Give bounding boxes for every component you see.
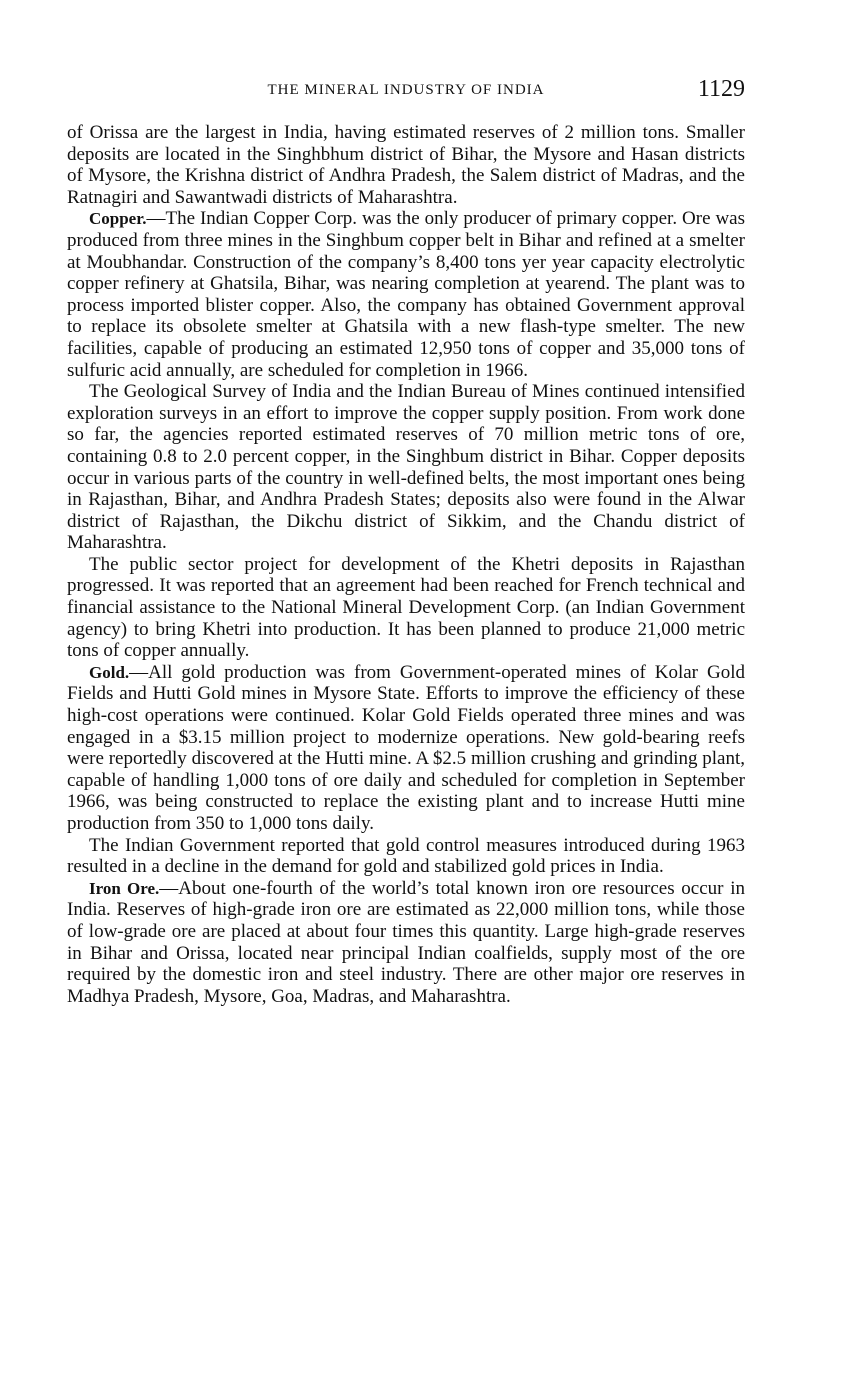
paragraph-text: The public sector project for development of the Khetri deposits in Rajasthan progressed. It was reported that an agreement had been reached for French technical and financial assistance to the National Mineral Development Corp. (an Indian Government agency) to bring Khetri into production. It has been planned to produce 21,000 metric tons of copper annually. (67, 553, 745, 662)
paragraph-gold (67, 662, 745, 835)
paragraph-text: —The Indian Copper Corp. was the only producer of primary copper. Ore was produced from three mines in the Singhbum copper belt in Bihar and refined at a smelter at Moubhandar. Construction of the company’s 8,400 tons yer year capacity electrolytic copper refinery at Ghatsila, Bihar, was nearing completion at yearend. The plant was to process imported blister copper. Also, the company has obtained Government approval to replace its obsolete smelter at Ghatsila with a new flash-type smelter. The new facilities, capable of producing an estimated 12,950 tons of copper and 35,000 tons of sulfuric acid annually, are scheduled for completion in 1966. (67, 208, 745, 381)
paragraph-copper-surveys (67, 381, 745, 554)
paragraph-gold-control (67, 835, 745, 878)
paragraph-text: —All gold production was from Government-operated mines of Kolar Gold Fields and Hutti Gold mines in Mysore State. Efforts to improve the efficiency of these high-cost operations were continued. Kolar Gold Fields operated three mines and was engaged in a $3.15 million project to modernize operations. New gold-bearing reefs were reportedly discovered at the Hutti mine. A $2.5 million crushing and grinding plant, capable of handling 1,000 tons of ore daily and scheduled for completion in September 1966, was being constructed to replace the existing plant and to increase Hutti mine production from 350 to 1,000 tons daily. (67, 661, 745, 834)
paragraph-iron-ore (67, 878, 745, 1008)
paragraph-copper (67, 208, 745, 381)
paragraph-text: of Orissa are the largest in India, having estimated reserves of 2 million tons. Smaller deposits are located in the Singhbhum district of Bihar, the Mysore and Hasan districts of Mysore, the Krishna district of Andhra Pradesh, the Salem district of Madras, and the Ratnagiri and Sawantwadi districts of Maharashtra. (67, 122, 745, 208)
section-heading-gold: Gold. (89, 662, 130, 682)
running-head: THE MINERAL INDUSTRY OF INDIA (267, 82, 545, 98)
paragraph-orissa-continuation (67, 122, 745, 208)
page-header (67, 76, 745, 104)
paragraph-text: The Indian Government reported that gold control measures introduced during 1963 resulted in a decline in the demand for gold and stabilized gold prices in India. (67, 834, 745, 878)
section-heading-iron-ore: Iron Ore. (89, 878, 160, 898)
paragraph-text: —About one-fourth of the world’s total known iron ore resources occur in India. Reserves of high-grade iron ore are estimated as 22,000 million tons, while those of low-grade ore are placed at about four times this quantity. Large high-grade reserves in Bihar and Orissa, located near principal Indian coalfields, supply most of the ore required by the domestic iron and steel industry. There are other major ore reserves in Madhya Pradesh, Mysore, Goa, Madras, and Maharashtra. (67, 877, 745, 1007)
paragraph-khetri (67, 554, 745, 662)
section-heading-copper: Copper. (89, 209, 147, 229)
body-text (67, 122, 745, 1007)
paragraph-text: The Geological Survey of India and the Indian Bureau of Mines continued intensified exploration surveys in an effort to improve the copper supply position. From work done so far, the agencies reported estimated reserves of 70 million metric tons of ore, containing 0.8 to 2.0 percent copper, in the Singhbum district in Bihar. Copper deposits occur in various parts of the country in well-defined belts, the most important ones being in Rajasthan, Bihar, and Andhra Pradesh States; deposits also were found in the Alwar district of Rajasthan, the Dikchu district of Sikkim, and the Chandu district of Maharashtra. (67, 381, 745, 554)
page-number: 1129 (697, 76, 745, 102)
